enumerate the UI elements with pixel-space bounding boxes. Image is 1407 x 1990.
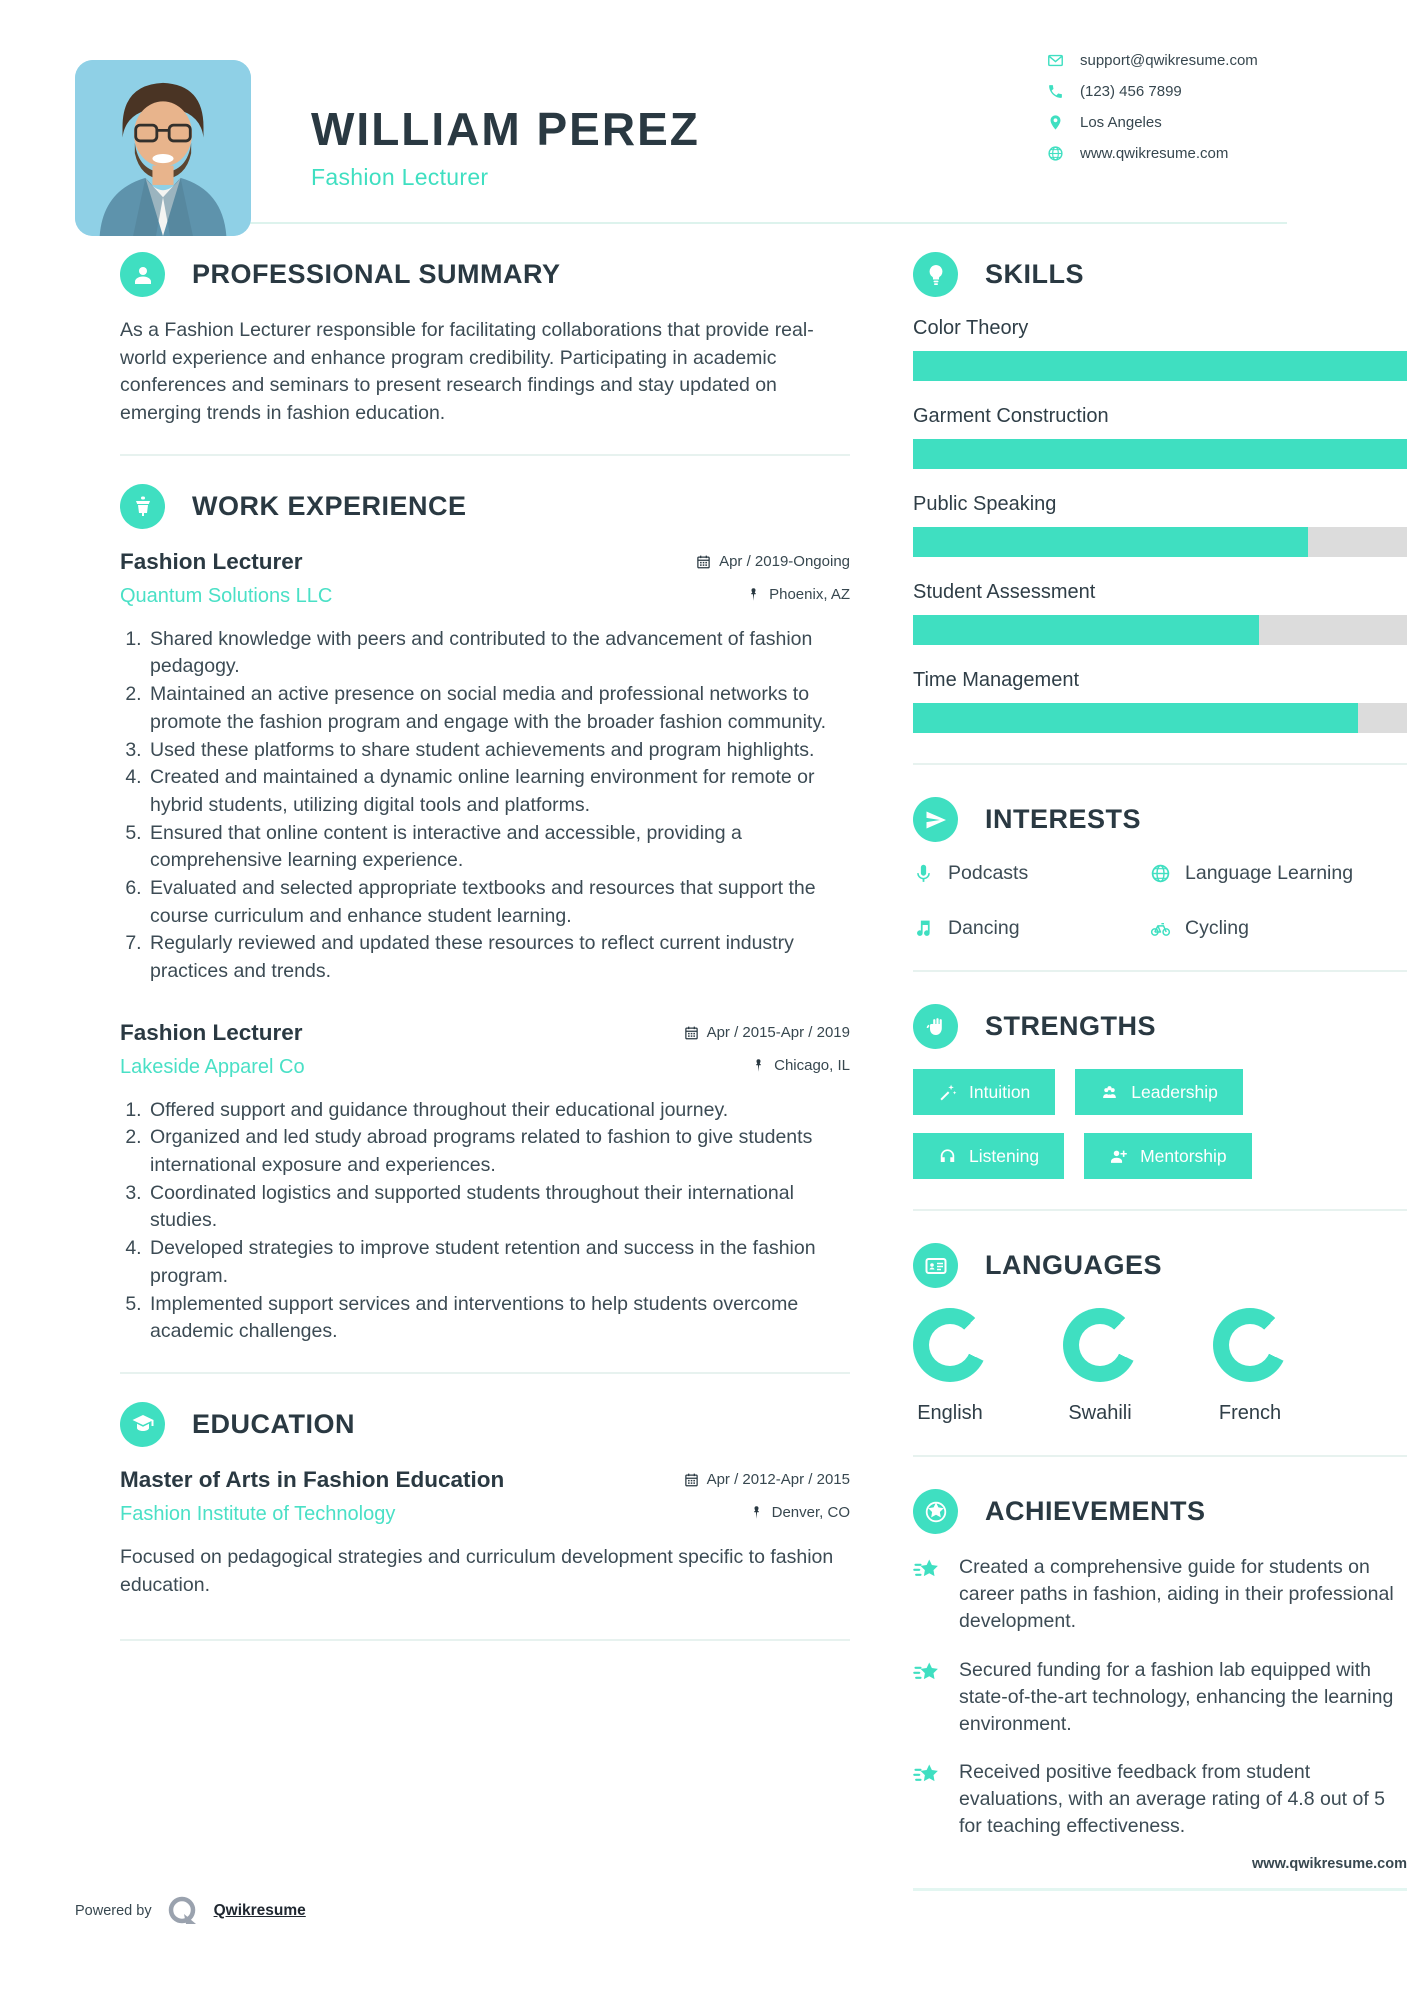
section-languages (913, 1243, 1407, 1288)
bulb-icon (913, 252, 958, 297)
achievement-item (913, 1759, 1407, 1840)
person-portrait (75, 60, 251, 236)
section-education (120, 1402, 850, 1447)
section-title: EDUCATION (192, 1408, 355, 1439)
job-date-text: Apr / 2019-Ongoing (719, 552, 850, 570)
user-icon (120, 252, 165, 297)
job-bullet: 1. Offered support and guidance throughout their educational journey. (147, 1097, 850, 1125)
achievement-text: Secured funding for a fashion lab equipped with state-of-the-art technology, enhancing the learning environment. (959, 1658, 1394, 1735)
qwikresume-logo-icon (166, 1894, 200, 1928)
interest-label: Language Learning (1185, 862, 1354, 884)
shooting-star-icon (913, 1761, 943, 1791)
skill-bar-track (913, 615, 1407, 645)
section-work-experience (120, 484, 850, 529)
language-donut (1213, 1308, 1287, 1382)
person-name: WILLIAM PEREZ (311, 103, 700, 155)
podium-icon (120, 484, 165, 529)
pushpin-icon (751, 1058, 766, 1073)
wand-icon (938, 1083, 957, 1102)
shooting-star-icon (913, 1659, 943, 1689)
section-interests (913, 797, 1407, 842)
job-bullet: 7. Regularly reviewed and updated these resources to reflect current industry practices and trends. (147, 930, 850, 985)
phone-icon (1047, 83, 1064, 100)
strength-pill (1075, 1069, 1243, 1115)
graduate-icon (120, 1402, 165, 1447)
calendar-icon (684, 1472, 699, 1487)
job-title: Fashion Lecturer (120, 1019, 303, 1045)
contact-text: Los Angeles (1080, 114, 1162, 131)
job-location (751, 1057, 850, 1074)
job-company: Quantum Solutions LLC (120, 584, 333, 607)
section-title: WORK EXPERIENCE (192, 490, 467, 521)
job-bullet: 6. Evaluated and selected appropriate textbooks and resources that support the course curriculum and enhance student learning. (147, 875, 850, 930)
job-location-text: Phoenix, AZ (769, 585, 850, 603)
contact-text: support@qwikresume.com (1080, 52, 1258, 69)
website-url: www.qwikresume.com (1252, 1856, 1407, 1873)
education-location: Denver, CO (771, 1503, 850, 1521)
strength-label: Mentorship (1140, 1145, 1227, 1166)
skill-item (913, 317, 1407, 381)
mic-icon (913, 863, 934, 884)
education-date: Apr / 2012-Apr / 2015 (706, 1470, 850, 1488)
contact-text: (123) 456 7899 (1080, 83, 1182, 100)
skill-bar-track (913, 351, 1407, 381)
strength-pill (913, 1133, 1064, 1179)
language-donut (1063, 1308, 1137, 1382)
globe-icon (1047, 145, 1064, 162)
section-professional-summary (120, 252, 850, 297)
contact-block (1047, 52, 1347, 162)
job-bullet: 2. Organized and led study abroad programs related to fashion to give students international exposure and experiences. (147, 1124, 850, 1179)
strength-label: Leadership (1131, 1081, 1218, 1102)
skill-bar-track (913, 439, 1407, 469)
job-company: Lakeside Apparel Co (120, 1055, 305, 1078)
job-date (684, 1024, 850, 1041)
left-column (120, 252, 850, 1891)
contact-row (1047, 52, 1347, 69)
jobs-list (120, 549, 850, 1346)
right-column (913, 252, 1407, 1891)
interests-grid (913, 862, 1407, 940)
profile-photo (75, 60, 251, 236)
interest-item (1150, 917, 1407, 940)
job-location (746, 586, 850, 603)
fist-icon (913, 1004, 958, 1049)
strength-label: Intuition (969, 1081, 1031, 1102)
skill-item (913, 669, 1407, 733)
job-entry (120, 549, 850, 986)
skill-name: Public Speaking (913, 493, 1057, 515)
job-date-text: Apr / 2015-Apr / 2019 (706, 1023, 850, 1041)
contact-row (1047, 83, 1347, 100)
strength-pill (1084, 1133, 1252, 1179)
job-bullets (120, 626, 850, 986)
headphones-icon (938, 1147, 957, 1166)
section-title: STRENGTHS (985, 1011, 1157, 1041)
achievements-list (913, 1554, 1407, 1840)
medal-icon (913, 1489, 958, 1534)
job-bullets (120, 1097, 850, 1346)
strengths-grid (913, 1069, 1407, 1179)
achievement-item (913, 1554, 1407, 1635)
divider (120, 454, 850, 456)
language-item (1213, 1308, 1287, 1425)
paper-plane-icon (913, 797, 958, 842)
job-bullet: 4. Created and maintained a dynamic online learning environment for remote or hybrid students, utilizing digital tools and platforms. (147, 764, 850, 819)
skill-bar-fill (913, 615, 1259, 645)
language-item (1063, 1308, 1137, 1425)
school-name: Fashion Institute of Technology (120, 1502, 396, 1525)
skill-bar-track (913, 703, 1407, 733)
interest-item (1150, 862, 1407, 885)
calendar-icon (696, 554, 711, 569)
interest-label: Cycling (1185, 917, 1249, 939)
divider (913, 1455, 1407, 1457)
music-note-icon (913, 918, 934, 939)
skill-bar-fill (913, 351, 1407, 381)
job-title: Fashion Lecturer (120, 548, 303, 574)
divider (120, 1372, 850, 1374)
achievement-item (913, 1657, 1407, 1738)
section-achievements (913, 1489, 1407, 1534)
section-title: ACHIEVEMENTS (985, 1496, 1206, 1526)
degree-title: Master of Arts in Fashion Education (120, 1466, 505, 1492)
divider (913, 970, 1407, 972)
job-location-text: Chicago, IL (774, 1056, 850, 1074)
language-donut (913, 1308, 987, 1382)
interest-item (913, 862, 1150, 885)
user-plus-icon (1109, 1147, 1128, 1166)
skill-name: Time Management (913, 669, 1079, 691)
interest-label: Podcasts (948, 862, 1029, 884)
skill-bar-fill (913, 439, 1407, 469)
skill-item (913, 581, 1407, 645)
job-date (696, 553, 850, 570)
skills-list (913, 317, 1407, 733)
skill-bar-track (913, 527, 1407, 557)
email-icon (1047, 52, 1064, 69)
qwikresume-link[interactable]: Qwikresume (213, 1902, 306, 1919)
section-title: PROFESSIONAL SUMMARY (192, 259, 561, 289)
person-job-title: Fashion Lecturer (311, 164, 489, 190)
divider (913, 763, 1407, 765)
calendar-icon (684, 1025, 699, 1040)
skill-bar-fill (913, 527, 1308, 557)
job-bullet: 5. Implemented support services and interventions to help students overcome academic challenges. (147, 1291, 850, 1346)
bicycle-icon (1150, 918, 1171, 939)
job-entry (120, 1020, 850, 1346)
languages-row (913, 1308, 1407, 1425)
education-description: Focused on pedagogical strategies and curriculum development specific to fashion education. (120, 1545, 834, 1596)
strength-pill (913, 1069, 1055, 1115)
skill-name: Color Theory (913, 317, 1029, 339)
section-strengths (913, 1004, 1407, 1049)
location-icon (1047, 114, 1064, 131)
language-item (913, 1308, 987, 1425)
language-name: English (917, 1402, 983, 1424)
skill-item (913, 405, 1407, 469)
job-bullet: 3. Coordinated logistics and supported students throughout their international studies. (147, 1180, 850, 1235)
users-icon (1100, 1083, 1119, 1102)
shooting-star-icon (913, 1556, 943, 1586)
section-title: INTERESTS (985, 804, 1142, 834)
skill-bar-fill (913, 703, 1358, 733)
skill-name: Student Assessment (913, 581, 1096, 603)
section-title: LANGUAGES (985, 1250, 1163, 1280)
header (60, 0, 1347, 222)
pushpin-icon (746, 587, 761, 602)
strength-label: Listening (969, 1145, 1040, 1166)
contact-row (1047, 114, 1347, 131)
powered-by-label: Powered by (75, 1903, 152, 1919)
globe-icon (1150, 863, 1171, 884)
achievement-text: Created a comprehensive guide for students on career paths in fashion, aiding in their professional development. (959, 1556, 1394, 1632)
id-card-icon (913, 1243, 958, 1288)
pushpin-icon (749, 1505, 764, 1520)
interest-item (913, 917, 1150, 940)
language-name: French (1218, 1402, 1282, 1424)
summary-text: As a Fashion Lecturer responsible for facilitating collaborations that provide real-world experience and enhance program credibility. Participating in academic conferences and seminars to present research findings and stay updated on emerging trends in fashion education. (120, 319, 814, 425)
section-title: SKILLS (985, 259, 1085, 289)
job-bullet: 1. Shared knowledge with peers and contributed to the advancement of fashion pedagogy. (147, 626, 850, 681)
job-bullet: 5. Ensured that online content is interactive and accessible, providing a comprehensive learning experience. (147, 820, 850, 875)
section-skills (913, 252, 1407, 297)
language-name: Swahili (1068, 1402, 1132, 1424)
footer (75, 1894, 306, 1928)
skill-name: Garment Construction (913, 405, 1109, 427)
skill-item (913, 493, 1407, 557)
divider (120, 1639, 850, 1641)
job-bullet: 3. Used these platforms to share student achievements and program highlights. (147, 737, 850, 765)
divider (913, 1888, 1407, 1891)
achievement-text: Received positive feedback from student evaluations, with an average rating of 4.8 out of 5 for teaching effectiveness. (959, 1761, 1386, 1838)
education-entry (120, 1467, 850, 1599)
contact-row (1047, 145, 1347, 162)
divider (913, 1209, 1407, 1211)
interest-label: Dancing (948, 917, 1020, 939)
contact-text: www.qwikresume.com (1080, 145, 1229, 162)
job-bullet: 2. Maintained an active presence on social media and professional networks to promote the fashion program and engage with the broader fashion community. (147, 681, 850, 736)
job-bullet: 4. Developed strategies to improve student retention and success in the fashion program. (147, 1235, 850, 1290)
